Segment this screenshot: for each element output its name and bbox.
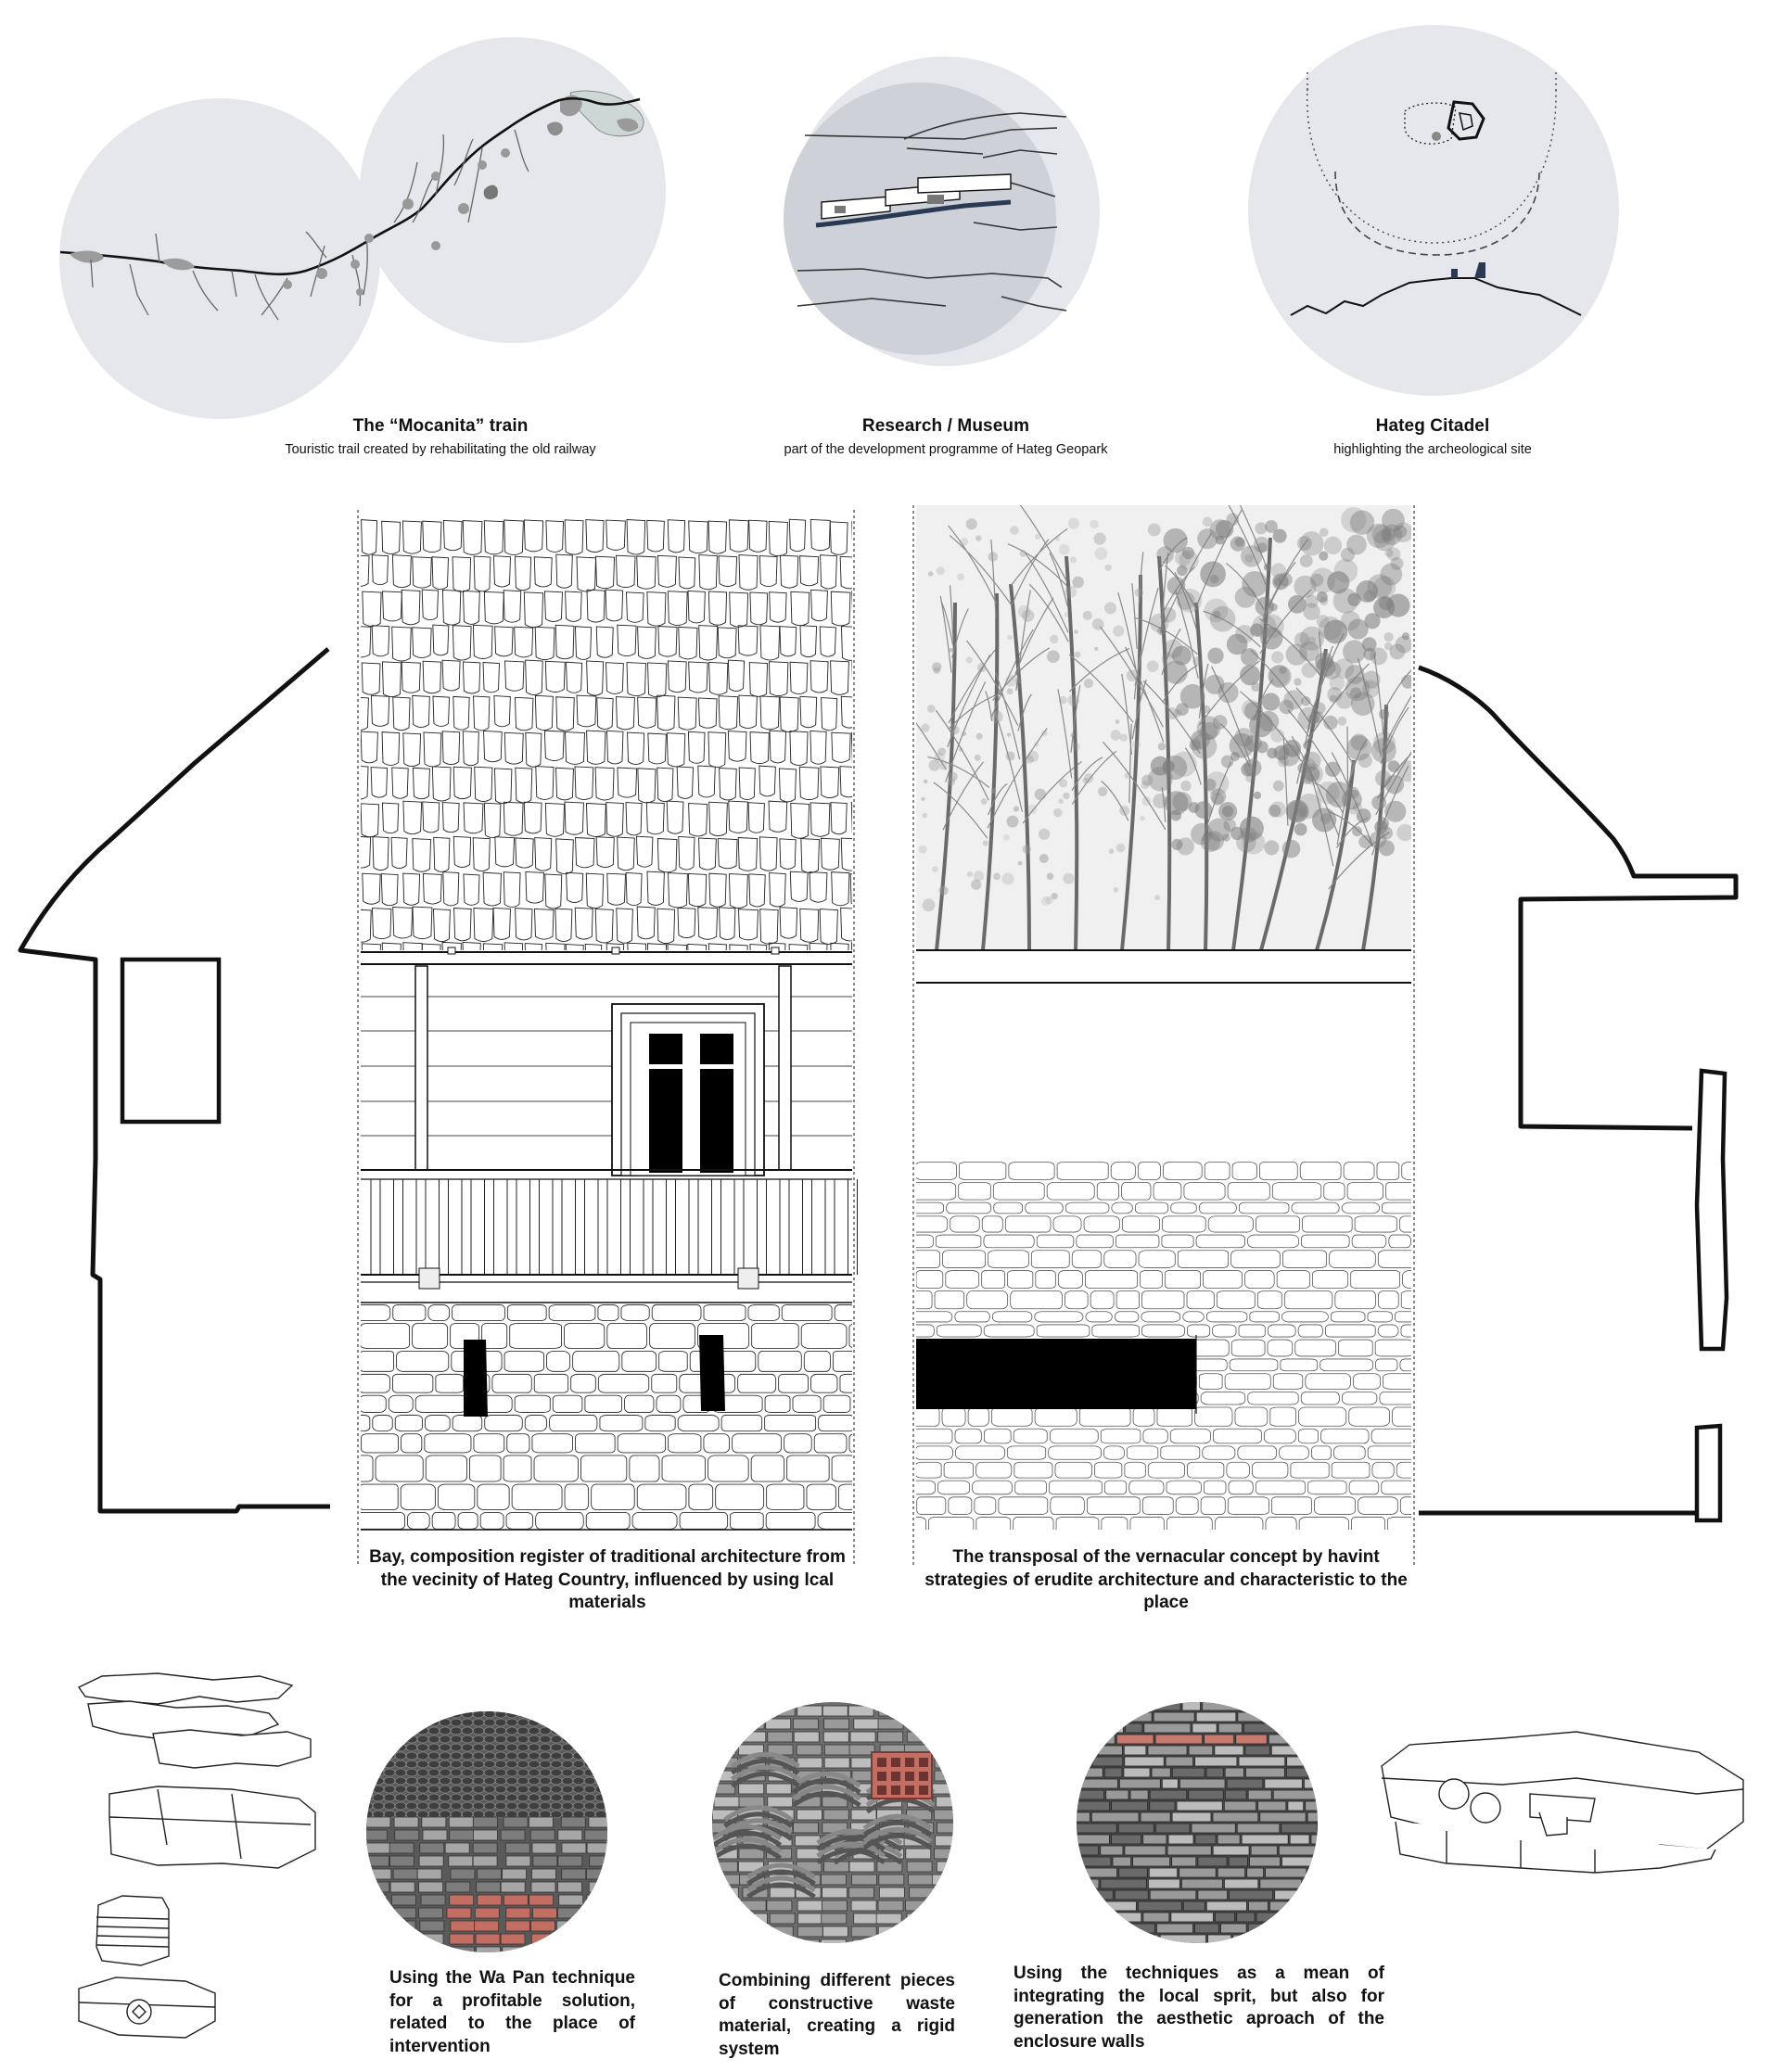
research-museum-diagram — [784, 57, 1100, 366]
caption-traditional-bay: Bay, composition register of traditional architecture from the vecinity of Hateg Country, influenced by using lcal materials — [369, 1547, 846, 1613]
hateg-citadel-diagram — [1248, 25, 1619, 396]
traditional-elevation — [344, 519, 901, 1530]
stacked-blocks-sketches — [79, 1673, 315, 2038]
caption-mocanita-title: The “Mocanita” train — [352, 416, 529, 436]
wa-pan-texture — [362, 1702, 618, 1957]
caption-waste-material: Combining different pieces of constructive waste material, creating a rigid system — [719, 1971, 955, 2060]
caption-citadel-subtitle: highlighting the archeological site — [1333, 442, 1532, 458]
caption-museum — [714, 415, 1178, 459]
waste-material-texture — [709, 1702, 962, 1950]
mocanita-train-diagram — [59, 37, 666, 419]
caption-citadel-title: Hateg Citadel — [1375, 416, 1490, 436]
caption-mocanita — [204, 415, 677, 459]
large-block-assembly-sketch — [1382, 1732, 1743, 1873]
caption-transposal: The transposal of the vernacular concept by havint strategies of erudite architecture and characteristic to the place — [924, 1547, 1408, 1613]
enclosure-wall-texture — [1071, 1701, 1361, 1955]
house-silhouette-left — [20, 649, 330, 1511]
caption-museum-title: Research / Museum — [861, 416, 1030, 436]
caption-citadel — [1252, 415, 1613, 459]
contemporary-elevation — [882, 467, 1451, 1533]
caption-wa-pan: Using the Wa Pan technique for a profitable solution, related to the place of intervention — [389, 1968, 635, 2057]
caption-enclosure-walls: Using the techniques as a mean of integrating the local sprit, but also for generation the aesthetic aproach of the enclosure walls — [1013, 1964, 1384, 2053]
house-silhouette-right — [1419, 667, 1736, 1128]
house-window-left — [122, 960, 219, 1122]
caption-museum-subtitle: part of the development programme of Hateg Geopark — [784, 442, 1108, 458]
caption-mocanita-subtitle: Touristic trail created by rehabilitating the old railway — [285, 442, 596, 458]
